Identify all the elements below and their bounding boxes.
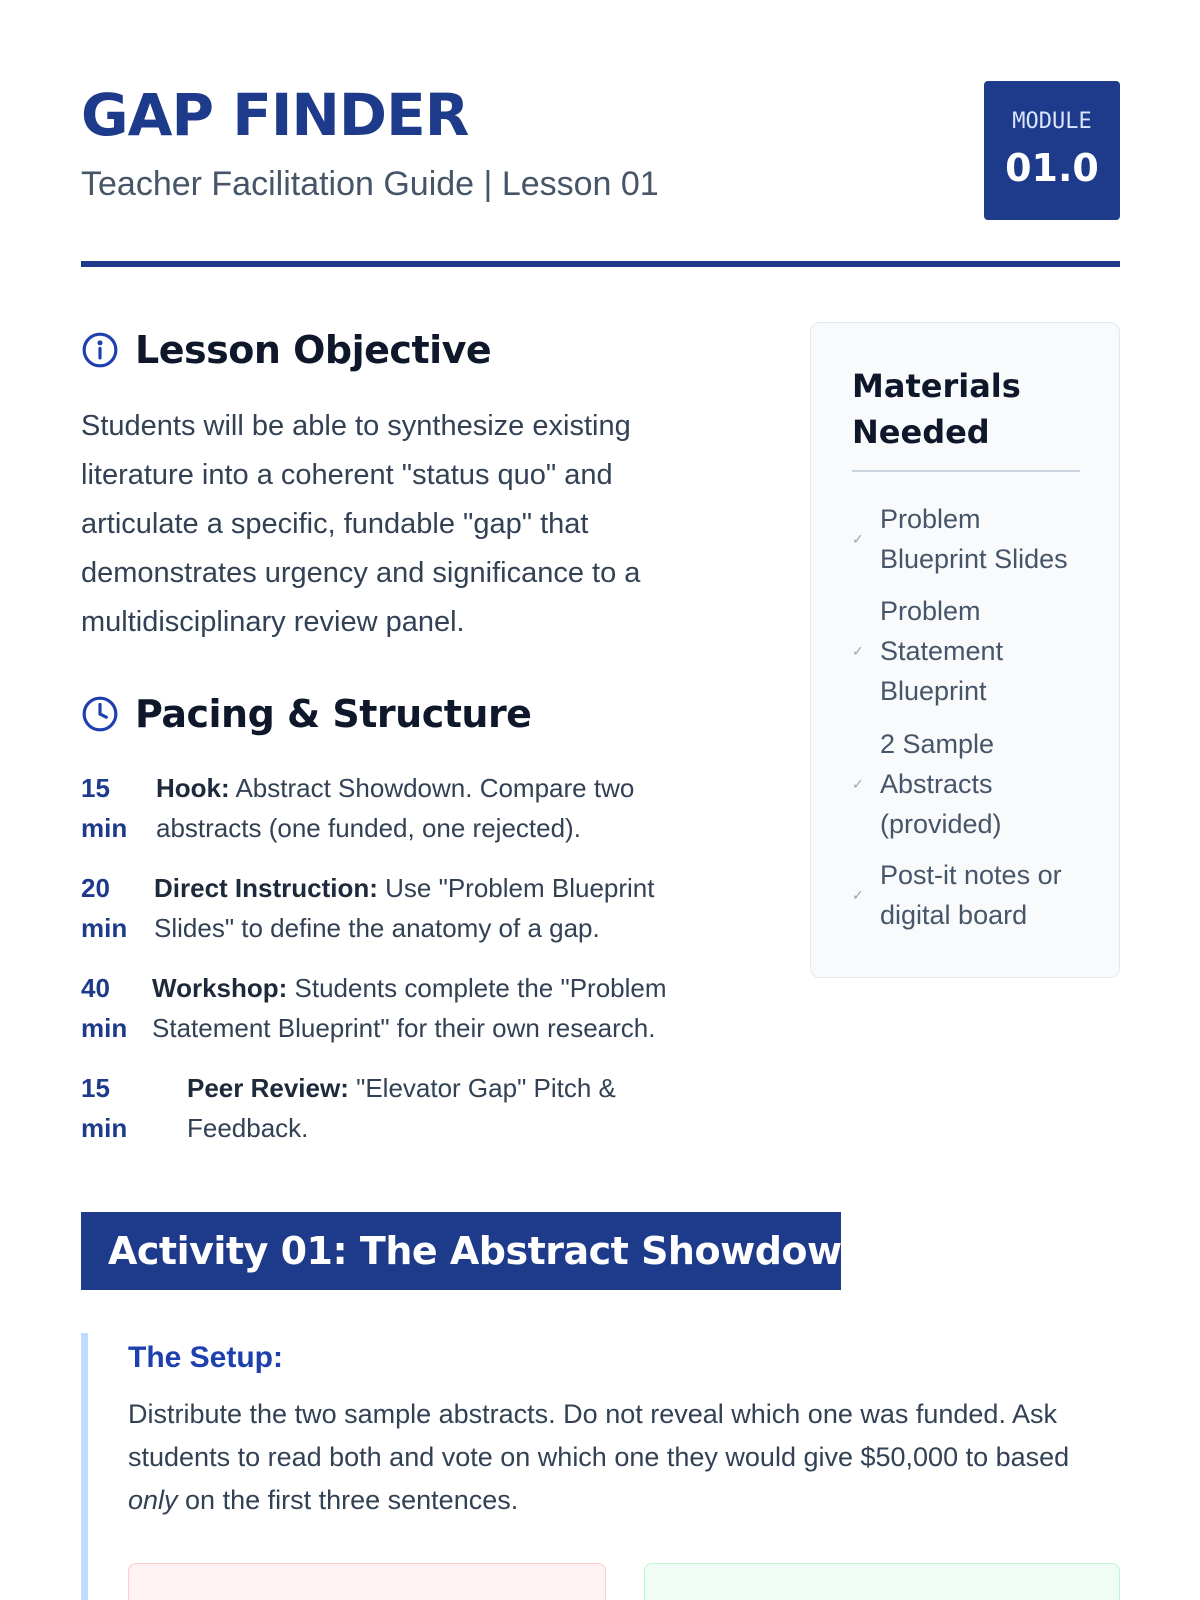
materials-card [810, 322, 1120, 978]
module-number: 01.0 [1005, 146, 1099, 190]
materials-item: ✓ Problem Blueprint Slides [852, 504, 1068, 574]
lesson-page [81, 0, 1120, 1600]
module-badge [984, 81, 1120, 220]
objective-heading [81, 326, 491, 374]
check-icon: ✓ [852, 530, 864, 547]
setup-text: Distribute the two sample abstracts. Do not reveal which one was funded. Ask students to read both and vote on which one they would give $50,000 to based only on the first three sentences. [128, 1399, 1070, 1515]
clock-icon [81, 695, 119, 733]
materials-divider [852, 470, 1080, 472]
page-subtitle: Teacher Facilitation Guide | Lesson 01 [81, 165, 659, 203]
objective-title: Lesson Objective [135, 328, 492, 372]
abstract-card-funded [644, 1563, 1120, 1600]
pacing-duration: 40 min [81, 973, 128, 1043]
setup-title: The Setup: [128, 1341, 283, 1374]
pacing-duration: 15 min [81, 773, 128, 843]
activity-banner: Activity 01: The Abstract Showdown [81, 1212, 841, 1290]
materials-item: ✓ Problem Statement Blueprint [852, 596, 1004, 706]
pacing-duration: 15 min [81, 1073, 128, 1143]
pacing-item [81, 768, 721, 848]
check-icon: ✓ [852, 642, 864, 659]
header-divider [81, 261, 1120, 267]
pacing-description: Workshop: Students complete the "Problem Statement Blueprint" for their own research. [152, 973, 667, 1043]
check-icon: ✓ [852, 886, 864, 903]
pacing-title: Pacing & Structure [135, 692, 532, 736]
pacing-description: Direct Instruction: Use "Problem Blueprint Slides" to define the anatomy of a gap. [154, 873, 655, 943]
info-icon [81, 331, 119, 369]
page-title: GAP FINDER [81, 81, 469, 149]
module-label: MODULE [1012, 109, 1092, 134]
pacing-description: Hook: Abstract Showdown. Compare two abstracts (one funded, one rejected). [156, 773, 635, 843]
check-icon: ✓ [852, 775, 864, 792]
pacing-item [81, 968, 721, 1048]
materials-item: ✓ 2 Sample Abstracts (provided) [852, 729, 1002, 839]
pacing-duration: 20 min [81, 873, 128, 943]
materials-title: Materials Needed [852, 367, 1021, 451]
materials-item: ✓ Post-it notes or digital board [852, 860, 1062, 930]
pacing-description: Peer Review: "Elevator Gap" Pitch & Feedback. [187, 1073, 616, 1143]
pacing-item [81, 1068, 721, 1148]
pacing-list [81, 768, 721, 1168]
pacing-heading [81, 690, 531, 738]
objective-text: Students will be able to synthesize existing literature into a coherent "status quo" and articulate a specific, fundable "gap" that demonstrates urgency and significance to a multidisciplinary review panel. [81, 410, 641, 638]
pacing-item [81, 868, 721, 948]
abstract-card-rejected [128, 1563, 606, 1600]
setup-emphasis: only [128, 1485, 178, 1515]
setup-accent-bar [81, 1333, 88, 1600]
